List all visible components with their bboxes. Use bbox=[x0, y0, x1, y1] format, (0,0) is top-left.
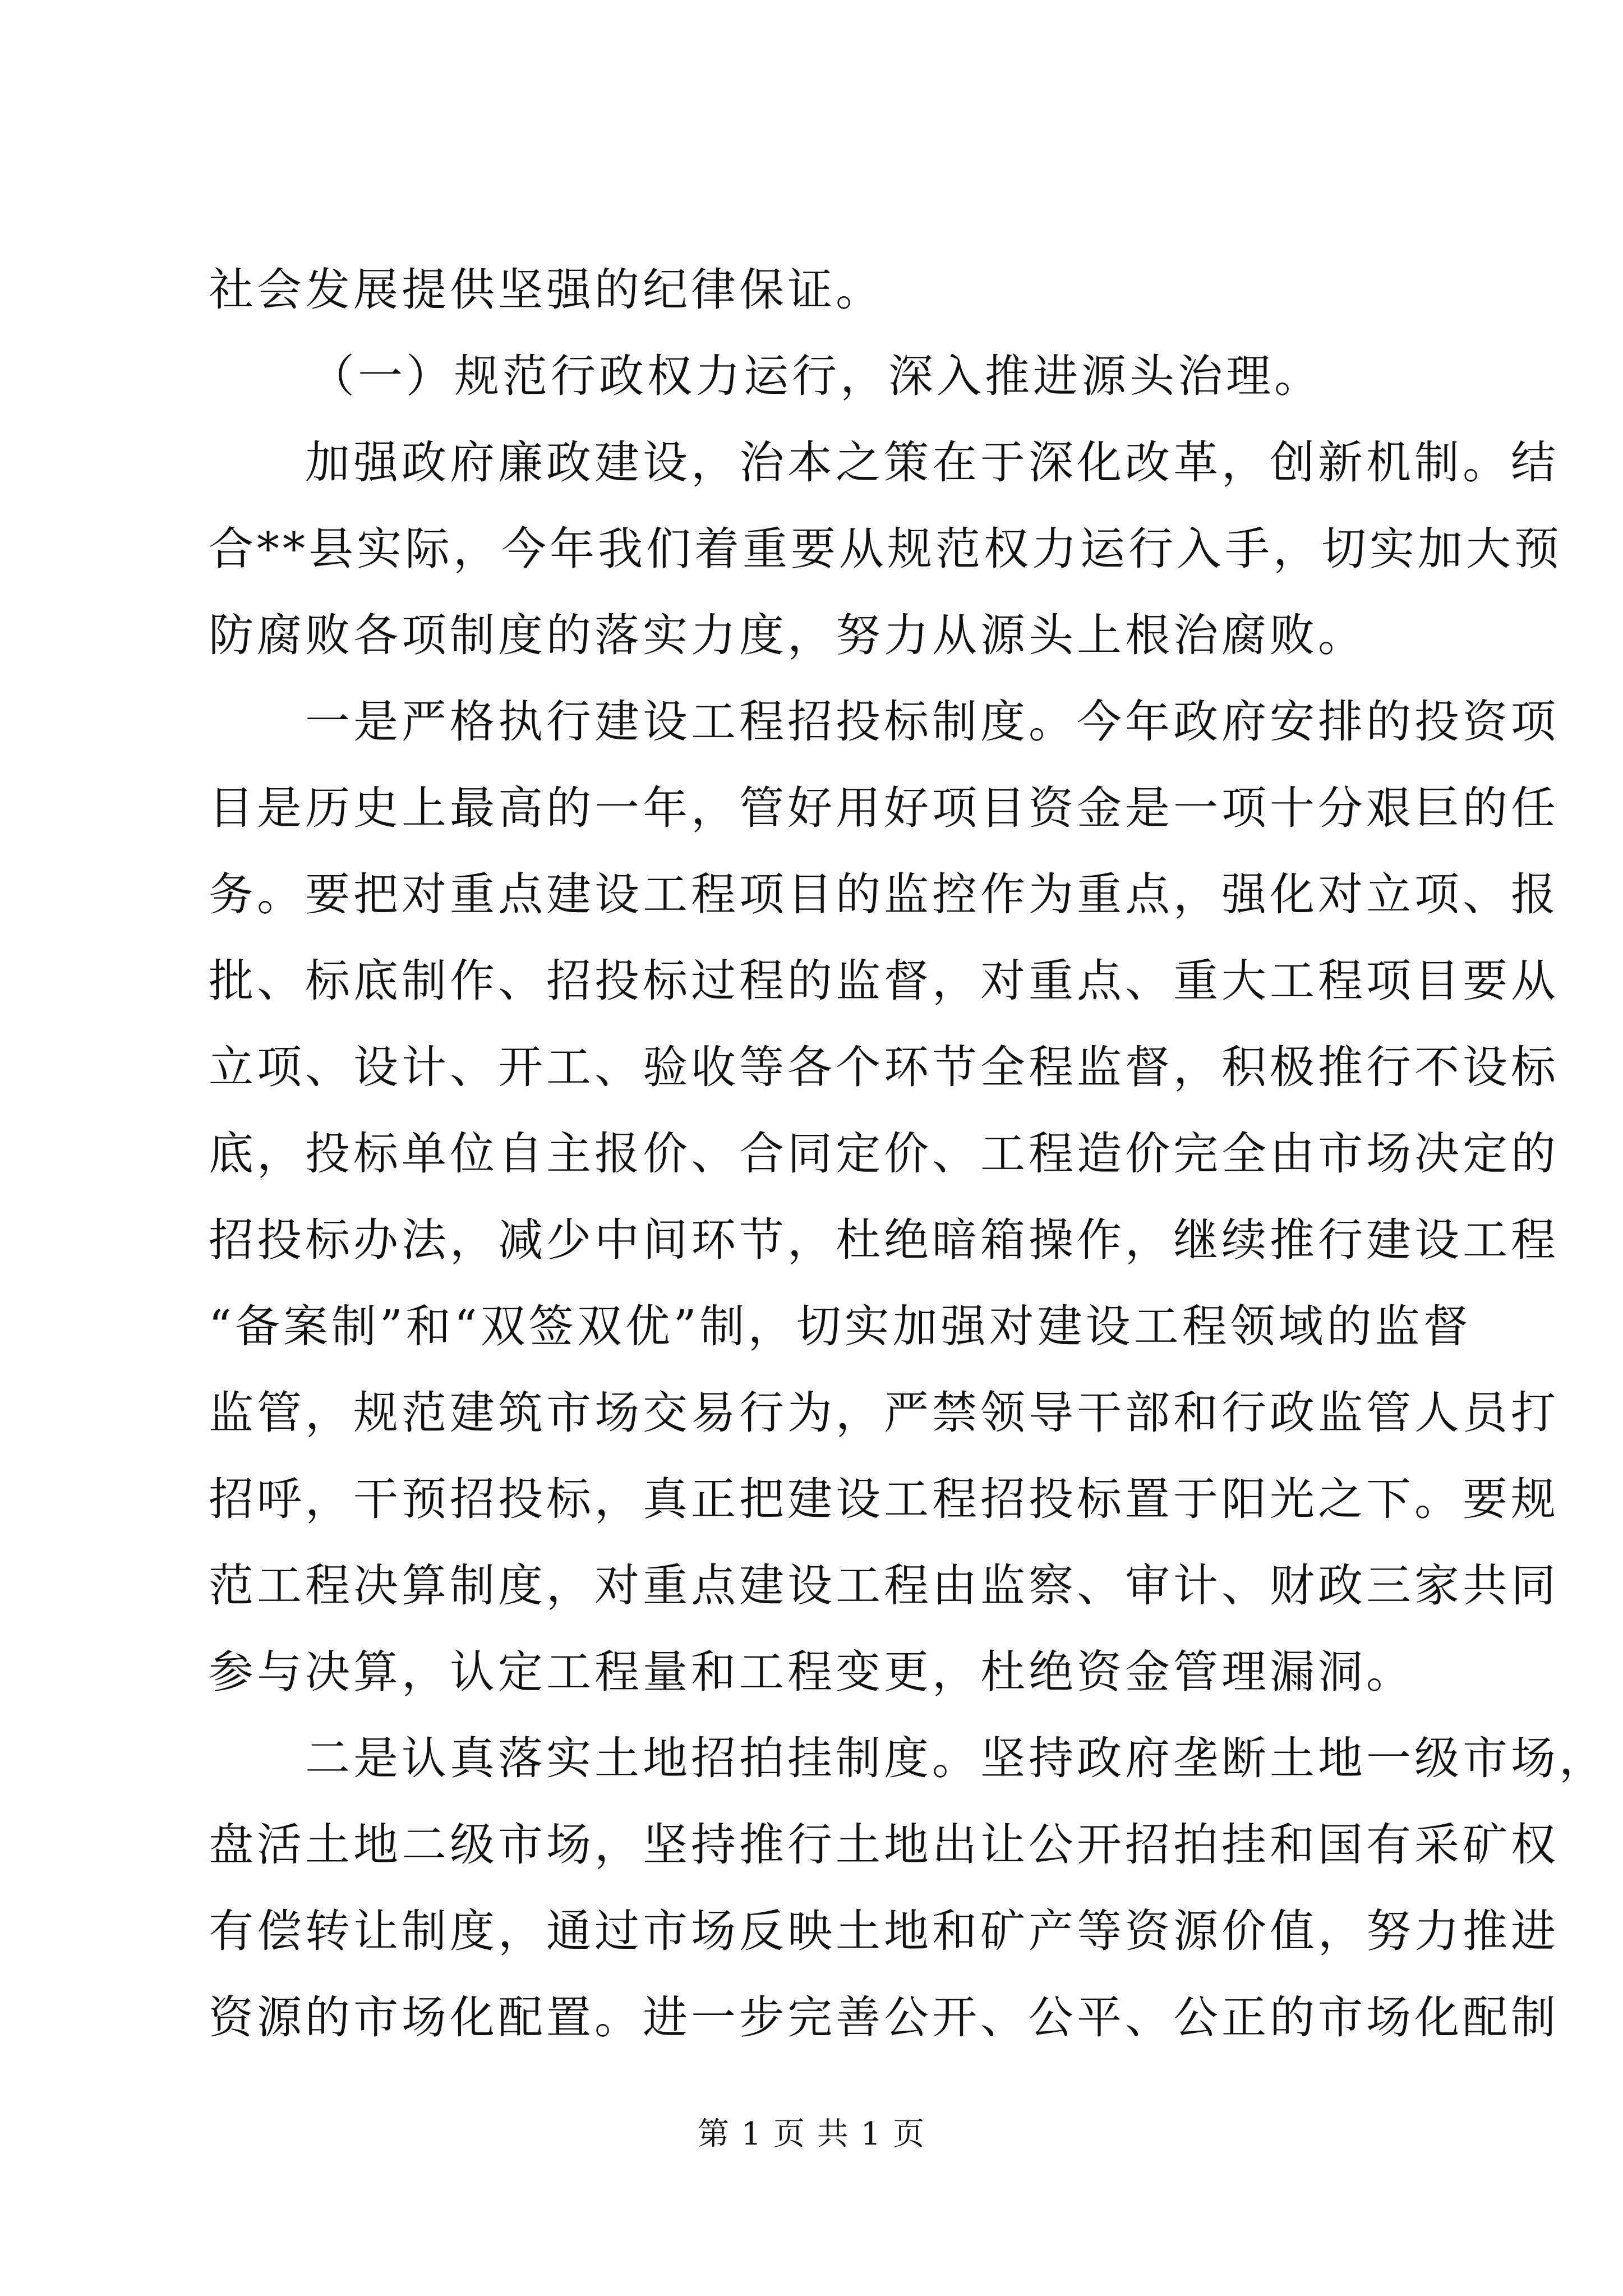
text-line: 招呼，干预招投标，真正把建设工程招投标置于阳光之下。要规 bbox=[209, 1473, 1559, 1525]
text-line: 范工程决算制度，对重点建设工程由监察、审计、财政三家共同 bbox=[209, 1559, 1559, 1612]
text-line: “备案制”和“双签双优”制，切实加强对建设工程领域的监督 bbox=[209, 1300, 1472, 1352]
text-line: 参与决算，认定工程量和工程变更，杜绝资金管理漏洞。 bbox=[209, 1646, 1414, 1698]
text-line: 资源的市场化配置。进一步完善公开、公平、公正的市场化配制 bbox=[209, 1991, 1559, 2044]
section-heading: （一）规范行政权力运行，深入推进源头治理。 bbox=[310, 350, 1322, 402]
text-line: 一是严格执行建设工程招投标制度。今年政府安排的投资项 bbox=[305, 696, 1559, 748]
text-line: 立项、设计、开工、验收等各个环节全程监督，积极推行不设标 bbox=[209, 1041, 1559, 1093]
text-line: 盘活土地二级市场，坚持推行土地出让公开招拍挂和国有采矿权 bbox=[209, 1819, 1559, 1871]
document-body bbox=[209, 247, 1607, 2061]
text-line: 批、标底制作、招投标过程的监督，对重点、重大工程项目要从 bbox=[209, 955, 1559, 1007]
text-line: 招投标办法，减少中间环节，杜绝暗箱操作，继续推行建设工程 bbox=[209, 1214, 1559, 1266]
text-line: 二是认真落实土地招拍挂制度。坚持政府垄断土地一级市场， bbox=[305, 1732, 1607, 1784]
text-line: 务。要把对重点建设工程项目的监控作为重点，强化对立项、报 bbox=[209, 868, 1559, 921]
text-line: 防腐败各项制度的落实力度，努力从源头上根治腐败。 bbox=[209, 609, 1366, 661]
text-line: 目是历史上最高的一年，管好用好项目资金是一项十分艰巨的任 bbox=[209, 782, 1559, 834]
text-line: 合**县实际，今年我们着重要从规范权力运行入手，切实加大预 bbox=[209, 523, 1562, 575]
text-line: 社会发展提供坚强的纪律保证。 bbox=[209, 264, 884, 316]
page-number-footer: 第 1 页 共 1 页 bbox=[697, 2116, 926, 2152]
text-line: 有偿转让制度，通过市场反映土地和矿产等资源价值，努力推进 bbox=[209, 1905, 1559, 1957]
text-line: 监管，规范建筑市场交易行为，严禁领导干部和行政监管人员打 bbox=[209, 1387, 1559, 1439]
text-line: 加强政府廉政建设，治本之策在于深化改革，创新机制。结 bbox=[305, 436, 1559, 489]
text-line: 底，投标单位自主报价、合同定价、工程造价完全由市场决定的 bbox=[209, 1128, 1559, 1180]
